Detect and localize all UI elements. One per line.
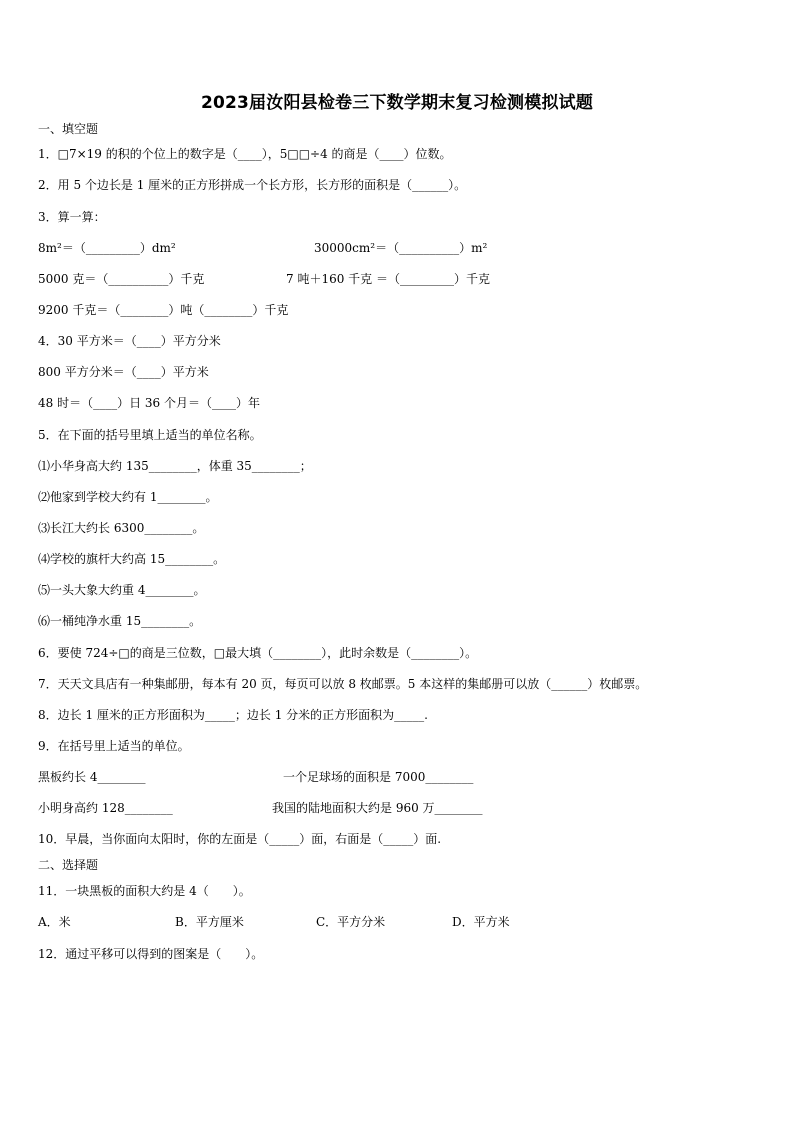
section-heading-multiple-choice: 二、选择题 — [38, 858, 99, 872]
question-5-item-2: ⑵他家到学校大约有 1________。 — [38, 490, 218, 504]
question-9b-right: 我国的陆地面积大约是 960 万________ — [272, 801, 483, 815]
question-11-option-b: B．平方厘米 — [175, 915, 244, 929]
question-6: 6．要使 724÷□的商是三位数，□最大填（________），此时余数是（________）。 — [38, 646, 478, 660]
question-4b: 800 平方分米＝（____）平方米 — [38, 365, 209, 379]
section-heading-fill-in: 一、填空题 — [38, 122, 99, 136]
question-5-item-1: ⑴小华身高大约 135________，体重 35________； — [38, 459, 312, 473]
question-10: 10．早晨，当你面向太阳时，你的左面是（_____）面，右面是（_____）面. — [38, 832, 442, 846]
question-3b-right: 7 吨＋160 千克 ＝（_________）千克 — [286, 272, 490, 286]
question-4a: 4．30 平方米＝（____）平方分米 — [38, 334, 221, 348]
question-4c: 48 时＝（____）日 36 个月＝（____）年 — [38, 396, 260, 410]
question-12: 12．通过平移可以得到的图案是（ ）。 — [38, 947, 264, 961]
question-11: 11．一块黑板的面积大约是 4（ ）。 — [38, 884, 251, 898]
question-7: 7．天天文具店有一种集邮册，每本有 20 页，每页可以放 8 枚邮票。5 本这样的集邮册可以放（______）枚邮票。 — [38, 677, 648, 691]
question-9a-left: 黑板约长 4________ — [38, 770, 146, 784]
question-5: 5．在下面的括号里填上适当的单位名称。 — [38, 428, 262, 442]
question-2: 2．用 5 个边长是 1 厘米的正方形拼成一个长方形，长方形的面积是（______）。 — [38, 178, 467, 192]
question-3a-left: 8m²＝（_________）dm² — [38, 241, 176, 255]
question-11-option-a: A．米 — [38, 915, 71, 929]
question-1: 1．□7×19 的积的个位上的数字是（____），5□□÷4 的商是（____）位数。 — [38, 147, 452, 161]
question-8: 8．边长 1 厘米的正方形面积为_____；边长 1 分米的正方形面积为_____. — [38, 708, 428, 722]
question-9a-right: 一个足球场的面积是 7000________ — [283, 770, 474, 784]
question-5-item-4: ⑷学校的旗杆大约高 15________。 — [38, 552, 226, 566]
question-5-item-6: ⑹一桶纯净水重 15________。 — [38, 614, 202, 628]
question-3c: 9200 千克＝（________）吨（________）千克 — [38, 303, 289, 317]
question-3: 3．算一算： — [38, 210, 106, 224]
question-9b-left: 小明身高约 128________ — [38, 801, 173, 815]
page-title: 2023届汝阳县检卷三下数学期末复习检测模拟试题 — [200, 93, 594, 113]
question-3a-right: 30000cm²＝（__________）m² — [314, 241, 488, 255]
question-5-item-3: ⑶长江大约长 6300________。 — [38, 521, 205, 535]
question-5-item-5: ⑸一头大象大约重 4________。 — [38, 583, 206, 597]
question-3b-left: 5000 克＝（__________）千克 — [38, 272, 205, 286]
question-11-option-d: D．平方米 — [452, 915, 510, 929]
question-11-option-c: C．平方分米 — [316, 915, 386, 929]
question-9: 9．在括号里上适当的单位。 — [38, 739, 190, 753]
